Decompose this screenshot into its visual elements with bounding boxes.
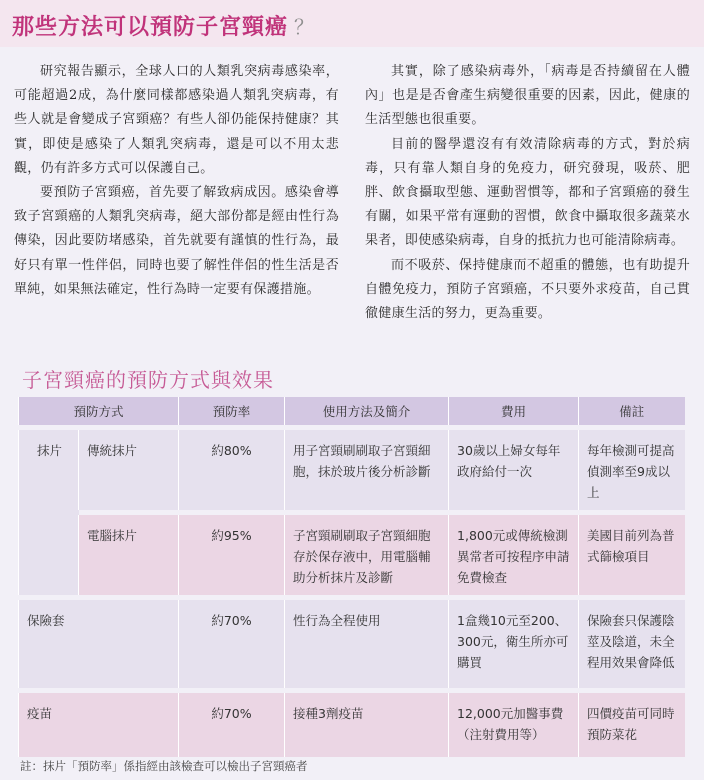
cost-cell: 1盒幾10元至200、300元，衛生所亦可購買 [449, 600, 579, 688]
section-title: 子宮頸癌的預防方式與效果 [22, 368, 274, 392]
usage-cell: 用子宮頸刷刷取子宮頸細胞，抹於玻片後分析診斷 [285, 430, 449, 510]
article-paragraph: 而不吸菸、保持健康而不超重的體態，也有助提升自體免疫力，預防子宮頸癌，不只要外求疫苗，自己貫徹健康生活的努力，更為重要。 [365, 257, 690, 322]
column-header-rate: 預防率 [179, 397, 285, 425]
usage-cell: 子宮頸刷刷取子宮頸細胞存於保存液中，用電腦輔助分析抹片及診斷 [285, 515, 449, 595]
rate-cell: 約80% [179, 430, 285, 510]
column-header-method: 預防方式 [19, 397, 179, 425]
usage-cell: 接種3劑疫苗 [285, 693, 449, 757]
table-header-row [19, 397, 685, 425]
column-header-cost: 費用 [449, 397, 579, 425]
article-left-column [14, 60, 339, 326]
usage-cell: 性行為全程使用 [285, 600, 449, 688]
article-body [14, 60, 690, 326]
article-right-column [365, 60, 690, 326]
table-footnote: 註：抹片「預防率」係指經由該檢查可以檢出子宮頸癌者 [20, 759, 308, 773]
group-label-pap-smear: 抹片 [19, 430, 79, 595]
rate-cell: 約70% [179, 600, 285, 688]
column-header-note: 備註 [579, 397, 685, 425]
table-row [19, 693, 685, 757]
column-header-usage: 使用方法及簡介 [285, 397, 449, 425]
table-row [19, 430, 685, 510]
note-cell: 保險套只保護陰莖及陰道，未全程用效果會降低 [579, 600, 685, 688]
cost-cell: 12,000元加醫事費（注射費用等） [449, 693, 579, 757]
article-paragraph: 要預防子宮頸癌，首先要了解致病成因。感染會導致子宮頸癌的人類乳突病毒，絕大部份都是經由性行為傳染，因此要防堵感染，首先就要有謹慎的性行為，最好只有單一性伴侶，同時也要了解性伴侶的性生活是否單純，如果無法確定，性行為時一定要有保護措施。 [14, 185, 339, 297]
article-paragraph: 研究報告顯示，全球人口的人類乳突病毒感染率，可能超過2成，為什麼同樣都感染過人類乳突病毒，有些人就是會變成子宮頸癌？有些人卻仍能保持健康？其實，即使是感染了人類乳突病毒，還是可以不用太悲觀，仍有許多方式可以保護自己。 [14, 64, 339, 176]
rate-cell: 約70% [179, 693, 285, 757]
article-paragraph: 其實，除了感染病毒外，「病毒是否持續留在人體內」也是是否會產生病變很重要的因素，因此，健康的生活型態也很重要。 [365, 64, 690, 128]
page-title-text: 那些方法可以預防子宮頸癌 [12, 15, 289, 40]
table-row [19, 515, 685, 595]
method-cell: 疫苗 [19, 693, 179, 757]
note-cell: 四價疫苗可同時預防菜花 [579, 693, 685, 757]
method-cell: 電腦抹片 [79, 515, 179, 595]
cost-cell: 1,800元或傳統檢測異常者可按程序申請免費檢查 [449, 515, 579, 595]
prevention-table [18, 397, 685, 757]
cost-cell: 30歲以上婦女每年政府給付一次 [449, 430, 579, 510]
table-row [19, 600, 685, 688]
page-title-mark: ？ [294, 15, 316, 39]
note-cell: 每年檢測可提高偵測率至9成以上 [579, 430, 685, 510]
method-cell: 傳統抹片 [79, 430, 179, 510]
note-cell: 美國目前列為普式篩檢項目 [579, 515, 685, 595]
method-cell: 保險套 [19, 600, 179, 688]
article-paragraph: 目前的醫學還沒有有效清除病毒的方式，對於病毒，只有靠人類自身的免疫力，研究發現，吸菸、肥胖、飲食攝取型態、運動習慣等，都和子宮頸癌的發生有關，如果平常有運動的習慣，飲食中攝取很多蔬菜水果者，即使感染病毒，自身的抵抗力也可能清除病毒。 [365, 136, 690, 249]
page-title [12, 10, 315, 41]
rate-cell: 約95% [179, 515, 285, 595]
